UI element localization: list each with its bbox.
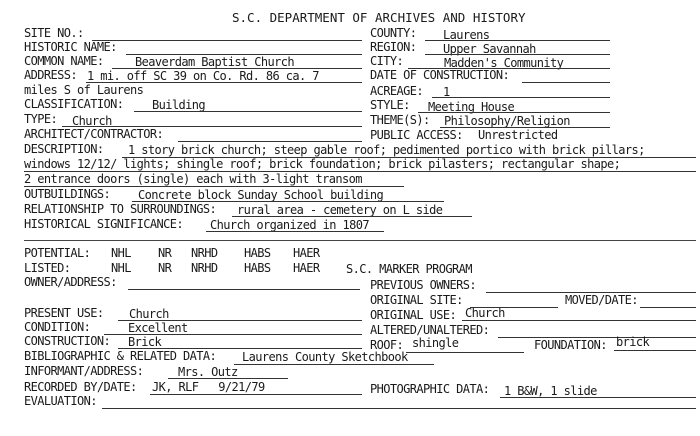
altered-label: ALTERED/UNALTERED:	[370, 323, 490, 337]
region-label: REGION:	[370, 40, 417, 54]
style-value: Meeting House	[428, 100, 515, 114]
roof-label: ROOF:	[370, 338, 404, 352]
description-line2: windows 12/12/ lights; shingle roof; brick foundation; brick pilasters; rectangular shape;	[24, 157, 621, 171]
outbuildings-value: Concrete block Sunday School building	[138, 188, 384, 202]
potential-habs[interactable]: HABS	[244, 246, 271, 260]
bibliographic-field[interactable]	[234, 364, 434, 365]
condition-label: CONDITION:	[24, 320, 91, 334]
region-field[interactable]	[425, 54, 610, 55]
potential-nr[interactable]: NR	[158, 246, 172, 260]
listed-nhl[interactable]: NHL	[111, 261, 131, 275]
section-divider	[24, 240, 696, 241]
listed-label: LISTED:	[24, 261, 71, 275]
condition-value: Excellent	[128, 321, 188, 335]
surroundings-value: rural area - cemetery on L side	[237, 203, 443, 217]
public-access-label: PUBLIC ACCESS:	[370, 128, 463, 142]
public-access-value: Unrestricted	[478, 128, 558, 142]
roof-field[interactable]	[406, 352, 524, 353]
foundation-field[interactable]	[614, 350, 696, 351]
foundation-value: brick	[616, 335, 650, 349]
bibliographic-label: BIBLIOGRAPHIC & RELATED DATA:	[24, 349, 217, 363]
date-construction-field[interactable]	[522, 82, 610, 83]
listed-haer[interactable]: HAER	[293, 261, 320, 275]
photographic-field[interactable]	[500, 397, 696, 398]
county-value: Laurens	[443, 28, 490, 42]
city-label: CITY:	[370, 54, 404, 68]
type-value: Church	[72, 114, 112, 128]
address-label: ADDRESS:	[24, 68, 77, 82]
classification-value: Building	[152, 98, 205, 112]
address-value-line2: miles S of Laurens	[24, 83, 144, 97]
region-value: Upper Savannah	[443, 42, 536, 56]
present-use-label: PRESENT USE:	[24, 306, 104, 320]
construction-label: CONSTRUCTION:	[24, 334, 111, 348]
recorded-label: RECORDED BY/DATE:	[24, 380, 137, 394]
informant-label: INFORMANT/ADDRESS:	[24, 364, 144, 378]
theme-value: Philosophy/Religion	[444, 114, 570, 128]
style-field[interactable]	[418, 112, 610, 113]
original-use-label: ORIGINAL USE:	[370, 308, 457, 322]
listed-habs[interactable]: HABS	[244, 261, 271, 275]
construction-value: Brick	[128, 335, 162, 349]
significance-value: Church organized in 1807	[210, 218, 369, 232]
potential-nhl[interactable]: NHL	[111, 246, 131, 260]
informant-value: Mrs. Outz	[178, 365, 238, 379]
architect-label: ARCHITECT/CONTRACTOR:	[24, 127, 164, 141]
present-use-value: Church	[129, 307, 169, 321]
acreage-value: 1	[443, 85, 450, 99]
potential-label: POTENTIAL:	[24, 246, 91, 260]
classification-label: CLASSIFICATION:	[24, 97, 124, 111]
classification-field[interactable]	[134, 111, 362, 112]
moved-date-label: MOVED/DATE:	[565, 293, 638, 307]
significance-field[interactable]	[206, 231, 384, 232]
owner-label: OWNER/ADDRESS:	[24, 275, 117, 289]
listed-nr[interactable]: NR	[158, 261, 172, 275]
recorded-field[interactable]	[150, 394, 362, 395]
bibliographic-value: Laurens County Sketchbook	[242, 350, 408, 364]
informant-field[interactable]	[168, 378, 288, 379]
roof-value: shingle	[412, 336, 459, 350]
marker-program-heading: S.C. MARKER PROGRAM	[346, 262, 472, 276]
foundation-label: FOUNDATION:	[534, 338, 607, 352]
original-use-value: Church	[465, 306, 505, 320]
original-site-label: ORIGINAL SITE:	[370, 293, 463, 307]
style-label: STYLE:	[370, 98, 410, 112]
surroundings-field[interactable]	[232, 216, 472, 217]
common-name-value: Beaverdam Baptist Church	[135, 55, 294, 69]
city-value: Madden's Community	[444, 56, 564, 70]
acreage-label: ACREAGE:	[370, 84, 423, 98]
type-label: TYPE:	[24, 112, 58, 126]
county-field[interactable]	[425, 40, 610, 41]
description-label: DESCRIPTION:	[24, 142, 104, 156]
architect-field[interactable]	[178, 141, 362, 142]
owner-field[interactable]	[128, 289, 360, 290]
outbuildings-label: OUTBUILDINGS:	[24, 187, 111, 201]
potential-nrhd[interactable]: NRHD	[191, 246, 218, 260]
evaluation-label: EVALUATION:	[24, 394, 97, 408]
theme-label: THEME(S):	[370, 113, 430, 127]
original-use-field[interactable]	[462, 320, 696, 321]
description-line1: 1 story brick church; steep gable roof; pedimented portico with brick pillars;	[128, 143, 645, 157]
previous-owners-label: PREVIOUS OWNERS:	[370, 278, 476, 292]
form-title: S.C. DEPARTMENT OF ARCHIVES AND HISTORY	[232, 10, 526, 25]
surroundings-label: RELATIONSHIP TO SURROUNDINGS:	[24, 202, 217, 216]
recorded-value: JK, RLF 9/21/79	[152, 380, 265, 394]
date-construction-label: DATE OF CONSTRUCTION:	[370, 68, 510, 82]
potential-haer[interactable]: HAER	[293, 246, 320, 260]
county-label: COUNTY:	[370, 26, 417, 40]
photographic-label: PHOTOGRAPHIC DATA:	[370, 382, 490, 396]
common-name-label: COMMON NAME:	[24, 54, 104, 68]
description-line3: 2 entrance doors (single) each with 3-light transom	[24, 172, 362, 186]
evaluation-field[interactable]	[102, 408, 696, 409]
listed-nrhd[interactable]: NRHD	[191, 261, 218, 275]
historic-name-label: HISTORIC NAME:	[24, 40, 117, 54]
site-no-label: SITE NO.:	[24, 26, 84, 40]
significance-label: HISTORICAL SIGNIFICANCE:	[24, 217, 183, 231]
address-value-line1: 1 mi. off SC 39 on Co. Rd. 86 ca. 7	[87, 69, 319, 83]
moved-date-field[interactable]	[640, 307, 696, 308]
photographic-value: 1 B&W, 1 slide	[504, 384, 597, 398]
site-no-field[interactable]	[92, 40, 362, 41]
acreage-field[interactable]	[432, 97, 610, 98]
